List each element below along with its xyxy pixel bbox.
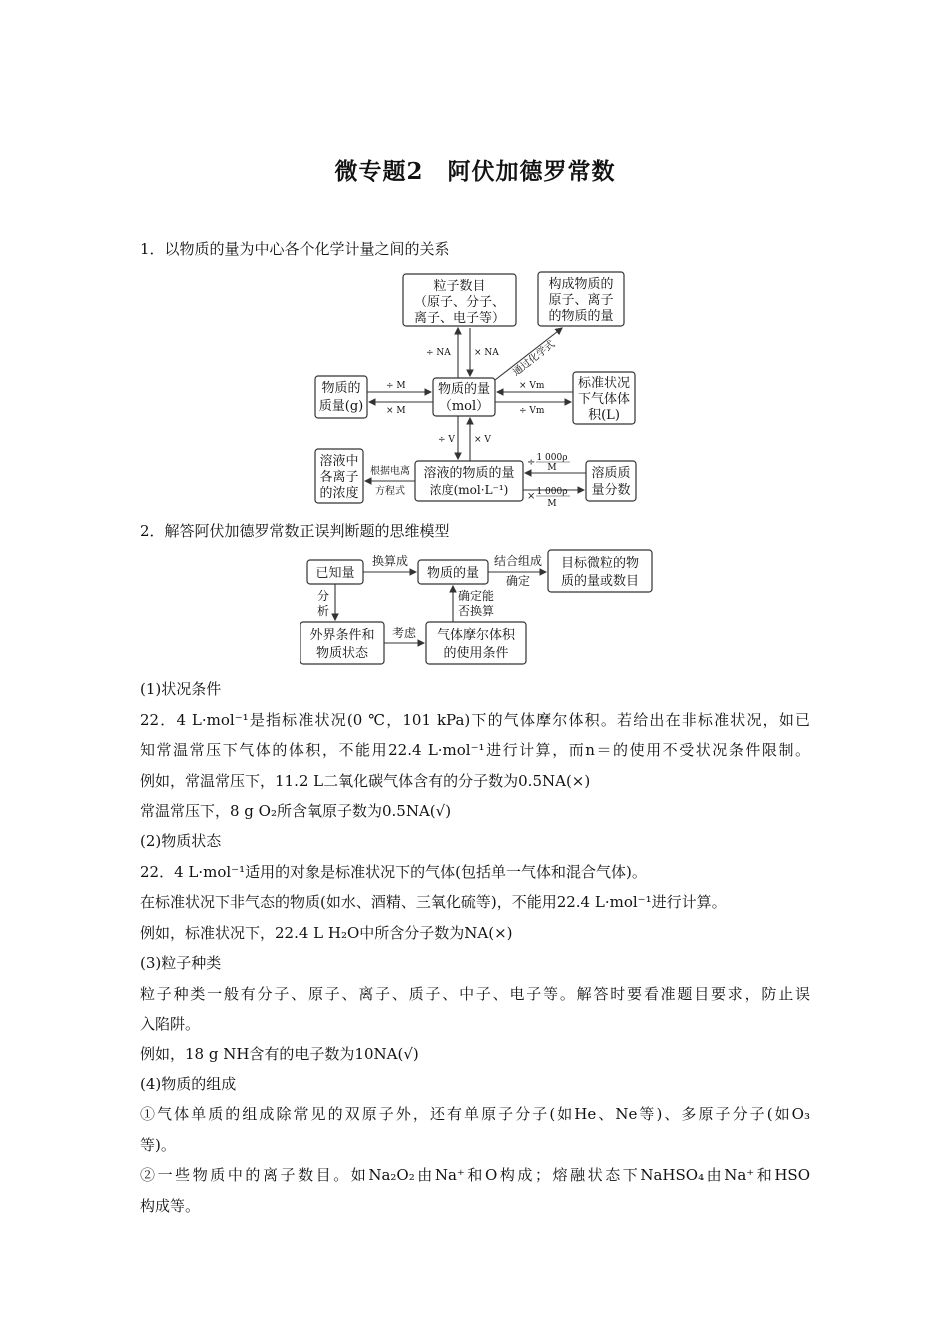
center-text-1: 物质的量	[437, 382, 491, 397]
p2-line3: 例如，标准状况下，22.4 L H₂O中所含分子数为NA(×)	[140, 924, 513, 942]
particles-text-1: 粒子数目	[433, 279, 486, 294]
combine-label-1: 结合组成	[493, 554, 543, 568]
external-text-2: 物质状态	[315, 646, 369, 661]
p1-line1: 22．4 L·mol⁻¹是指标准状况(0 ℃，101 kPa)下的气体摩尔体积。若给出在非标准状况，如已	[140, 711, 810, 729]
center-text-2: （mol）	[438, 399, 490, 414]
mul-m-label: × M	[386, 406, 406, 416]
mass-fraction-text-1: 溶质质	[591, 466, 631, 481]
via-formula-label: 通过化学式	[511, 338, 558, 379]
p3-line3: 例如，18 g NH含有的电子数为10NA(√)	[140, 1045, 419, 1063]
mul-vm-label: × Vm	[519, 381, 545, 391]
p1-line2: 知常温常压下气体的体积，不能用22.4 L·mol⁻¹进行计算，而n＝的使用不受状况条件限制。	[140, 741, 810, 759]
can-convert-2: 否换算	[458, 604, 495, 618]
section1-heading: 1．以物质的量为中心各个化学计量之间的关系	[140, 240, 450, 258]
known-text: 已知量	[315, 566, 355, 581]
constituent-text-1: 构成物质的	[548, 277, 614, 292]
mul-1000-num: 1 000ρ	[536, 487, 568, 497]
p2-line1: 22．4 L·mol⁻¹适用的对象是标准状况下的气体(包括单一气体和混合气体)。	[140, 863, 647, 881]
particles-text-2: （原子、分子、	[413, 295, 506, 310]
div-1000-sign: ÷	[527, 457, 536, 468]
p4-line4: 构成等。	[140, 1197, 201, 1215]
ions-text-2: 各离子	[319, 470, 359, 485]
particles-text-3: 离子、电子等）	[413, 311, 506, 326]
molar-volume-text-1: 气体摩尔体积	[436, 628, 516, 643]
p4-line1: ①气体单质的组成除常见的双原子外，还有单原子分子(如He、Ne等)、多原子分子(如O₃	[140, 1105, 810, 1123]
div-v-label: ÷ V	[438, 435, 455, 445]
combine-label-2: 确定	[505, 574, 531, 588]
page-title: 微专题2 阿伏加德罗常数	[334, 158, 616, 185]
molar-volume-text-2: 的使用条件	[443, 646, 509, 661]
constituent-text-2: 原子、离子	[548, 293, 614, 308]
p3-heading: (3)粒子种类	[140, 954, 222, 972]
consider-label: 考虑	[391, 626, 417, 640]
p1-line4: 常温常压下，8 g O₂所含氧原子数为0.5NA(√)	[140, 802, 452, 820]
ions-text-3: 的浓度	[319, 486, 359, 501]
target-text-1: 目标微粒的物	[560, 556, 640, 571]
stoichiometry-diagram	[300, 268, 660, 518]
div-m-label: ÷ M	[386, 381, 406, 391]
mul-v-label: × V	[474, 435, 491, 445]
mass-text-2: 质量(g)	[318, 399, 364, 414]
gas-text-1: 标准状况	[577, 376, 631, 391]
p3-line1: 粒子种类一般有分子、原子、离子、质子、中子、电子等。解答时要看准题目要求，防止误	[140, 985, 810, 1003]
mass-text-1: 物质的	[321, 381, 361, 396]
mass-fraction-text-2: 量分数	[591, 483, 631, 498]
by-ionization-2: 方程式	[375, 486, 405, 497]
mul-1000-den: M	[547, 499, 557, 509]
thinking-model-diagram	[300, 548, 660, 668]
constituent-text-3: 的物质的量	[548, 309, 614, 324]
div-vm-label: ÷ Vm	[519, 406, 545, 416]
p1-line3: 例如，常温常压下，11.2 L二氧化碳气体含有的分子数为0.5NA(×)	[140, 772, 591, 790]
p3-line2: 入陷阱。	[140, 1015, 201, 1033]
div-na-label: ÷ NA	[426, 348, 451, 358]
can-convert-1: 确定能	[458, 589, 495, 603]
section2-heading: 2．解答阿伏加德罗常数正误判断题的思维模型	[140, 522, 450, 540]
p4-line2: 等)。	[140, 1136, 176, 1154]
concentration-text-1: 溶液的物质的量	[423, 466, 515, 481]
div-1000-den: M	[547, 463, 557, 473]
mul-1000-sign: ×	[527, 491, 536, 502]
p2-line2: 在标准状况下非气态的物质(如水、酒精、三氧化硫等)，不能用22.4 L·mol⁻¹进行计算。	[140, 893, 727, 911]
concentration-text-2: 浓度(mol·L⁻¹)	[429, 483, 509, 497]
gas-text-2: 下气体体	[577, 392, 631, 407]
p1-heading: (1)状况条件	[140, 680, 222, 698]
mul-na-label: × NA	[474, 348, 499, 358]
p4-heading: (4)物质的组成	[140, 1075, 237, 1093]
external-text-1: 外界条件和	[309, 628, 375, 643]
analyze-label-1: 分	[317, 589, 330, 603]
gas-text-3: 积(L)	[588, 408, 620, 423]
p2-heading: (2)物质状态	[140, 832, 222, 850]
convert-label: 换算成	[371, 554, 409, 568]
by-ionization-1: 根据电离	[370, 466, 410, 477]
ions-text-1: 溶液中	[319, 454, 359, 469]
target-text-2: 质的量或数目	[560, 574, 640, 589]
div-1000-num: 1 000ρ	[536, 453, 568, 463]
analyze-label-2: 析	[317, 604, 330, 618]
p4-line3: ②一些物质中的离子数目。如Na₂O₂由Na⁺和O构成；熔融状态下NaHSO₄由Na⁺和HSO	[140, 1166, 810, 1184]
amount-text: 物质的量	[426, 566, 480, 581]
